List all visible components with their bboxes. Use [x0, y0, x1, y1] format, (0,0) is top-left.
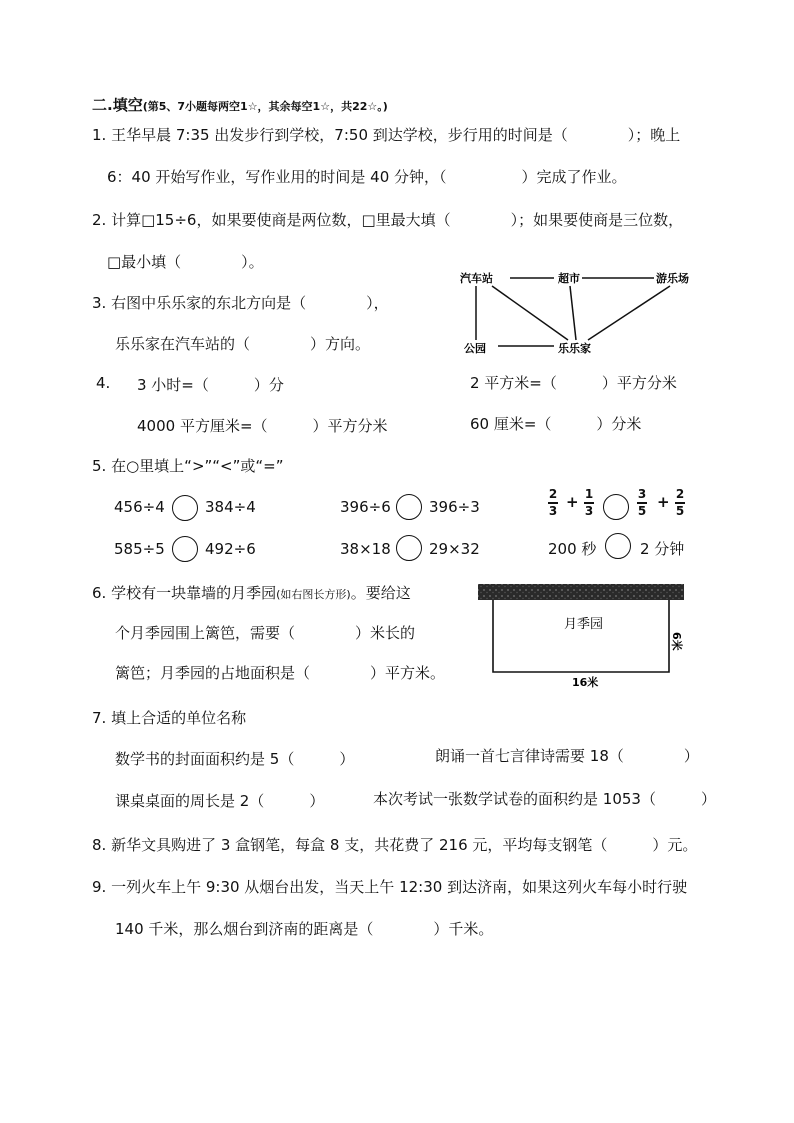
q5-r1c1-left: 456÷4 [114, 498, 165, 516]
q6-line1-end: 。要给这 [350, 584, 411, 602]
map-label-bus-station: 汽车站 [460, 272, 493, 285]
q3-map [458, 268, 698, 358]
fraction-denominator: 5 [637, 503, 647, 518]
section-title: 二.填空 [92, 96, 143, 114]
compare-circle[interactable] [605, 533, 631, 559]
section-note: (第5、7小题每两空1☆，其余每空1☆，共22☆。) [142, 100, 388, 113]
q4-b: 2 平方米=（ ）平方分米 [470, 374, 677, 392]
plus-sign: + [566, 493, 579, 511]
q6-line1 [92, 582, 411, 603]
compare-circle[interactable] [396, 494, 422, 520]
q4-d: 60 厘米=（ ）分米 [470, 415, 642, 433]
fraction-numerator: 3 [637, 487, 647, 501]
width-label: 6米 [670, 632, 683, 651]
compare-circle[interactable] [172, 536, 198, 562]
q7-a: 数学书的封面面积约是 5（ ） [115, 750, 355, 768]
compare-circle[interactable] [603, 494, 629, 520]
q5-r2c3-right: 2 分钟 [640, 540, 685, 558]
q7-c: 课桌桌面的周长是 2（ ） [115, 792, 325, 810]
q5-r2c2-left: 38×18 [340, 540, 391, 558]
q5-title: 5. 在○里填上“>”“<”或“=” [92, 457, 284, 475]
fraction-numerator: 2 [548, 487, 558, 501]
q2-line1: 2. 计算□15÷6，如果要使商是两位数，□里最大填（ ）；如果要使商是三位数， [92, 211, 684, 229]
q5-r2c1-left: 585÷5 [114, 540, 165, 558]
q7-d: 本次考试一张数学试卷的面积约是 1053（ ） [373, 790, 716, 808]
fraction [637, 488, 647, 518]
length-label: 16米 [572, 676, 599, 689]
plus-sign: + [657, 493, 670, 511]
compare-circle[interactable] [396, 535, 422, 561]
map-road [492, 286, 568, 340]
fraction [675, 488, 685, 518]
compare-circle[interactable] [172, 495, 198, 521]
fraction [584, 488, 594, 518]
q3-line1: 3. 右图中乐乐家的东北方向是（ ）， [92, 294, 389, 312]
map-label-park: 公园 [464, 342, 486, 355]
q3-line2: 乐乐家在汽车站的（ ）方向。 [115, 335, 371, 353]
fraction-denominator: 3 [548, 503, 558, 518]
q7-b: 朗诵一首七言律诗需要 18（ ） [435, 747, 699, 765]
garden-label: 月季园 [564, 617, 604, 632]
q5-r2c3-left: 200 秒 [548, 540, 597, 558]
q6-line3: 篱笆；月季园的占地面积是（ ）平方米。 [115, 664, 446, 682]
q7-title: 7. 填上合适的单位名称 [92, 709, 247, 727]
fraction-denominator: 5 [675, 503, 685, 518]
q6-line2: 个月季园围上篱笆，需要（ ）米长的 [115, 624, 416, 642]
q5-r2c1-right: 492÷6 [205, 540, 256, 558]
q4-a: 3 小时=（ ）分 [137, 376, 284, 394]
fraction [548, 488, 558, 518]
q1-line1: 1. 王华早晨 7:35 出发步行到学校，7:50 到达学校，步行用的时间是（ ）；晚上 [92, 126, 681, 144]
q2-line2: □最小填（ ）。 [107, 253, 264, 271]
q6-figure [476, 582, 696, 692]
map-label-home: 乐乐家 [558, 342, 591, 355]
map-road [588, 286, 670, 340]
garden-outline [493, 600, 669, 672]
q4-number: 4. [96, 374, 111, 392]
q5-r1c1-right: 384÷4 [205, 498, 256, 516]
q4-c: 4000 平方厘米=（ ）平方分米 [137, 417, 388, 435]
fraction-numerator: 1 [584, 487, 594, 501]
q9-line2: 140 千米，那么烟台到济南的距离是（ ）千米。 [115, 920, 494, 938]
q6-line1-note: (如右图长方形) [276, 588, 351, 601]
fraction-numerator: 2 [675, 487, 685, 501]
q6-line1-text: 6. 学校有一块靠墙的月季园 [92, 584, 277, 602]
fraction-denominator: 3 [584, 503, 594, 518]
map-label-supermarket: 超市 [558, 272, 580, 285]
q1-line2: 6：40 开始写作业，写作业用的时间是 40 分钟，（ ）完成了作业。 [107, 168, 627, 186]
wall-texture [478, 584, 684, 600]
q5-r2c2-right: 29×32 [429, 540, 480, 558]
section-header [92, 94, 388, 115]
q5-r1c2-right: 396÷3 [429, 498, 480, 516]
q8-line1: 8. 新华文具购进了 3 盒钢笔，每盒 8 支，共花费了 216 元，平均每支钢笔（ ）元。 [92, 836, 698, 854]
q9-line1: 9. 一列火车上午 9:30 从烟台出发，当天上午 12:30 到达济南，如果这列火车每小时行驶 [92, 878, 688, 896]
q5-r1c2-left: 396÷6 [340, 498, 391, 516]
map-label-amusement-park: 游乐场 [656, 272, 689, 285]
map-road [570, 286, 576, 340]
